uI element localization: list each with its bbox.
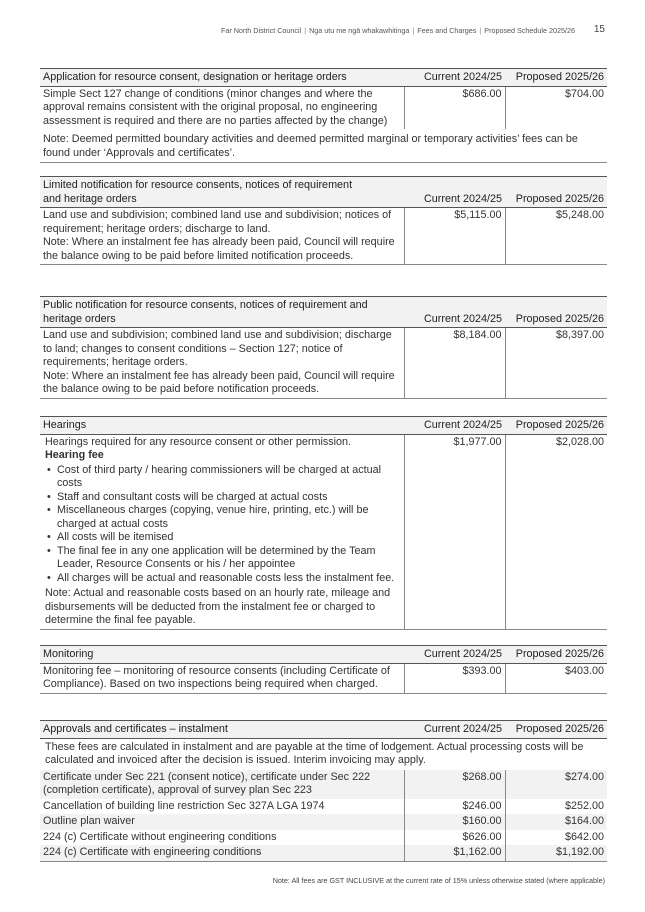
col-proposed-header: Proposed 2025/26 bbox=[505, 297, 607, 328]
table-title: Approvals and certificates – instalment bbox=[40, 721, 404, 739]
row-description: Monitoring fee – monitoring of resource consents (including Certificate of Compliance). Based on two inspections being required when charged. bbox=[40, 663, 404, 693]
col-proposed-header: Proposed 2025/26 bbox=[505, 721, 607, 739]
list-item: • All charges will be actual and reasonable costs less the instalment fee. bbox=[45, 572, 401, 586]
list-item: • The final fee in any one application will be determined by the Team Leader, Resource Consents or his / her appointee bbox=[45, 545, 401, 572]
table-row bbox=[40, 845, 607, 861]
col-current-header: Current 2024/25 bbox=[404, 177, 505, 208]
row-description-main: Land use and subdivision; combined land use and subdivision; notices of requirement; heritage orders; discharge to land. bbox=[43, 209, 392, 235]
hearings-fee-table bbox=[40, 416, 607, 630]
row-current-fee: $5,115.00 bbox=[404, 208, 505, 265]
table-row bbox=[40, 770, 607, 799]
row-description: Certificate under Sec 221 (consent notice), certificate under Sec 222 (completion certificate), approval of survey plan Sec 223 bbox=[40, 770, 404, 799]
row-current-fee: $1,162.00 bbox=[404, 845, 505, 861]
table-row bbox=[40, 434, 607, 629]
page-header bbox=[40, 24, 605, 38]
row-proposed-fee: $252.00 bbox=[505, 799, 607, 815]
hearings-subhead: Hearing fee bbox=[45, 449, 104, 461]
row-description: Cancellation of building line restriction Sec 327A LGA 1974 bbox=[43, 799, 325, 812]
table-header-row bbox=[40, 69, 607, 87]
row-description: 224 (c) Certificate with engineering conditions bbox=[40, 845, 404, 861]
table-header-row bbox=[40, 177, 607, 208]
approvals-fee-table bbox=[40, 720, 607, 862]
row-current-fee: $246.00 bbox=[404, 799, 505, 815]
row-description-note: Note: Where an instalment fee has already been paid, Council will require the balance owing to be paid before notification proceeds. bbox=[43, 369, 395, 395]
table-note-row bbox=[40, 129, 607, 163]
col-current-header: Current 2024/25 bbox=[404, 297, 505, 328]
table-header-row bbox=[40, 721, 607, 739]
table-row bbox=[40, 328, 607, 399]
row-proposed-fee: $642.00 bbox=[505, 830, 607, 846]
table-row bbox=[40, 830, 607, 846]
table-title-line2: and heritage orders bbox=[43, 192, 137, 205]
hearings-intro: Hearings required for any resource consent or other permission. bbox=[45, 435, 352, 448]
row-proposed-fee: $704.00 bbox=[505, 86, 607, 129]
hearings-bullet-list bbox=[45, 464, 401, 586]
row-current-fee: $160.00 bbox=[404, 814, 505, 830]
row-proposed-fee: $1,192.00 bbox=[505, 845, 607, 861]
row-description bbox=[40, 434, 404, 629]
row-current-fee: $8,184.00 bbox=[404, 328, 505, 399]
table-header-row bbox=[40, 646, 607, 664]
header-maori-title: Nga utu me ngā whakawhitinga bbox=[309, 26, 410, 35]
table-header-row bbox=[40, 417, 607, 435]
header-schedule: Proposed Schedule 2025/26 bbox=[484, 26, 575, 35]
hearings-note: Note: Actual and reasonable costs based on an hourly rate, mileage and disbursements will be deducted from the instalment fee or charged to determine the final fee payable. bbox=[45, 587, 391, 626]
application-fee-table bbox=[40, 68, 607, 163]
row-proposed-fee: $403.00 bbox=[505, 663, 607, 693]
public-notification-fee-table bbox=[40, 296, 607, 399]
row-current-fee: $626.00 bbox=[404, 830, 505, 846]
row-current-fee: $1,977.00 bbox=[404, 434, 505, 629]
row-description: Simple Sect 127 change of conditions (minor changes and where the approval remains consistent with the original proposal, no engineering assessment is required and there are no parties affected by the change) bbox=[43, 87, 388, 127]
breadcrumb: Far North District Council | Nga utu me ngā whakawhitinga | Fees and Charges | Proposed Schedule 2025/26 bbox=[220, 26, 575, 35]
row-current-fee: $393.00 bbox=[404, 663, 505, 693]
col-current-header: Current 2024/25 bbox=[404, 417, 505, 435]
table-title bbox=[40, 297, 404, 328]
table-row bbox=[40, 663, 607, 693]
table-row bbox=[40, 208, 607, 265]
list-item: • All costs will be itemised bbox=[45, 531, 401, 545]
table-intro-row bbox=[40, 738, 607, 770]
row-current-fee: $686.00 bbox=[404, 86, 505, 129]
col-current-header: Current 2024/25 bbox=[404, 69, 505, 87]
table-title-line1: Public notification for resource consents, notices of requirement and bbox=[43, 299, 368, 311]
table-title bbox=[40, 177, 404, 208]
col-current-header: Current 2024/25 bbox=[404, 646, 505, 664]
row-proposed-fee: $2,028.00 bbox=[505, 434, 607, 629]
monitoring-fee-table bbox=[40, 645, 607, 694]
table-row bbox=[40, 86, 607, 129]
list-item: • Cost of third party / hearing commissioners will be charged at actual costs bbox=[45, 464, 401, 491]
row-description bbox=[40, 328, 404, 399]
table-title-line2: heritage orders bbox=[43, 312, 116, 325]
row-description: 224 (c) Certificate without engineering conditions bbox=[43, 830, 277, 843]
footer-gst-note: Note: All fees are GST INCLUSIVE at the current rate of 15% unless otherwise stated (where applicable) bbox=[272, 876, 605, 885]
list-item: • Miscellaneous charges (copying, venue hire, printing, etc.) will be charged at actual costs bbox=[45, 504, 401, 531]
col-proposed-header: Proposed 2025/26 bbox=[505, 177, 607, 208]
row-proposed-fee: $274.00 bbox=[505, 770, 607, 799]
col-proposed-header: Proposed 2025/26 bbox=[505, 69, 607, 87]
row-proposed-fee: $5,248.00 bbox=[505, 208, 607, 265]
table-row bbox=[40, 799, 607, 815]
table-row bbox=[40, 814, 607, 830]
row-current-fee: $268.00 bbox=[404, 770, 505, 799]
page-number: 15 bbox=[593, 24, 605, 35]
row-description: Outline plan waiver bbox=[40, 814, 404, 830]
limited-notification-fee-table bbox=[40, 176, 607, 265]
list-item: • Staff and consultant costs will be charged at actual costs bbox=[45, 491, 401, 505]
table-note: Note: Deemed permitted boundary activities and deemed permitted marginal or temporary activities’ fees can be found under ‘Approvals and certificates’. bbox=[40, 129, 607, 163]
col-proposed-header: Proposed 2025/26 bbox=[505, 417, 607, 435]
table-header-row bbox=[40, 297, 607, 328]
header-section: Fees and Charges bbox=[417, 26, 477, 35]
row-description-main: Land use and subdivision; combined land use and subdivision; discharge to land; changes to consent conditions – Section 127; notice of requirements; heritage orders. bbox=[43, 329, 392, 368]
table-title: Hearings bbox=[40, 417, 404, 435]
row-proposed-fee: $164.00 bbox=[505, 814, 607, 830]
table-title: Monitoring bbox=[40, 646, 404, 664]
col-current-header: Current 2024/25 bbox=[404, 721, 505, 739]
table-title-line1: Limited notification for resource consents, notices of requirement bbox=[43, 179, 353, 191]
row-description-note: Note: Where an instalment fee has already been paid, Council will require the balance owing to be paid before limited notification proceeds. bbox=[43, 236, 395, 262]
col-proposed-header: Proposed 2025/26 bbox=[505, 646, 607, 664]
table-title: Application for resource consent, designation or heritage orders bbox=[40, 69, 404, 87]
table-intro: These fees are calculated in instalment and are payable at the time of lodgement. Actual processing costs will be calculated and invoiced after the decision is issued. Interim invoicing may apply. bbox=[45, 740, 584, 766]
header-org: Far North District Council bbox=[220, 26, 302, 35]
row-proposed-fee: $8,397.00 bbox=[505, 328, 607, 399]
row-description bbox=[40, 208, 404, 265]
